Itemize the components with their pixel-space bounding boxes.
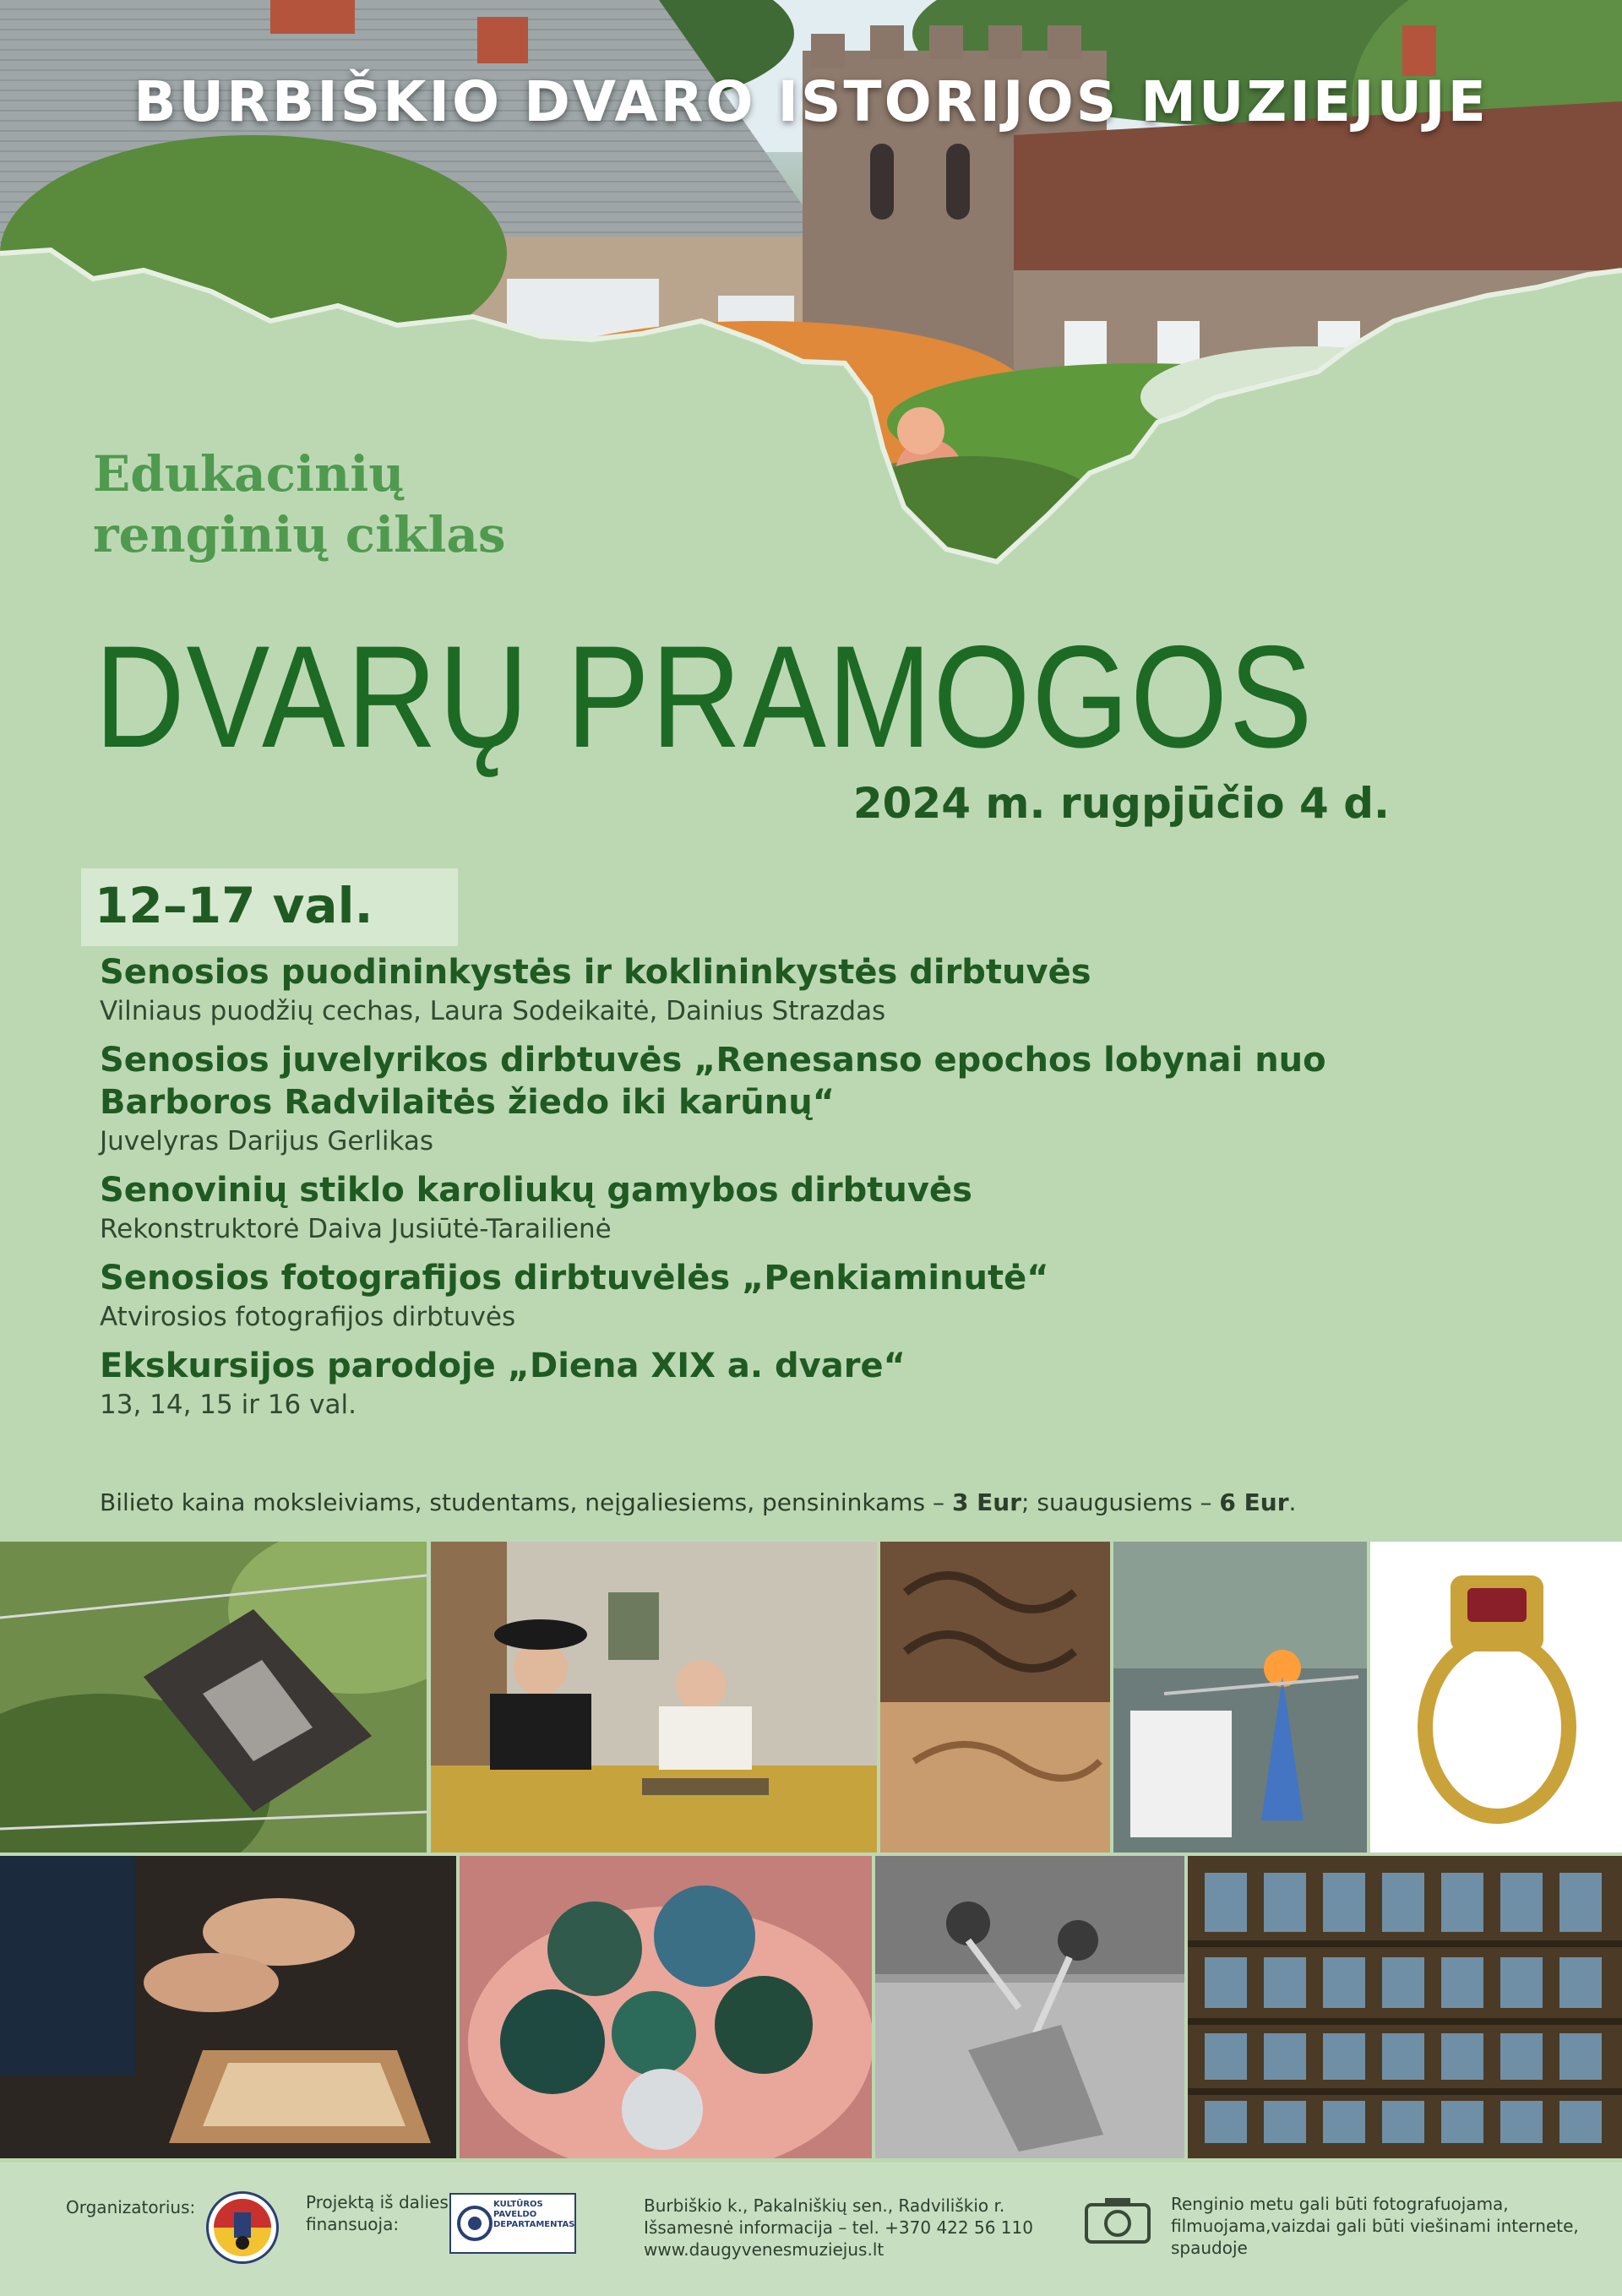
camera-icon — [1083, 2195, 1152, 2245]
ticket-price — [100, 1488, 1570, 1516]
program-item — [100, 1039, 1553, 1159]
recording-notice — [1171, 2193, 1579, 2259]
event-date: 2024 m. rugpjūčio 4 d. — [852, 779, 1390, 828]
program-item — [100, 1257, 1553, 1335]
phone-line: Išsamesnė informacija – tel. +370 422 56 110 — [644, 2217, 1033, 2238]
funding-label — [306, 2191, 449, 2235]
program-item-subtitle: Juvelyras Darijus Gerlikas — [100, 1126, 434, 1156]
photo-pottery-hands — [0, 1856, 456, 2158]
event-title: DVARŲ PRAMOGOS — [95, 616, 1314, 778]
program-item-subtitle: Vilniaus puodžių cechas, Laura Sodeikaitė, Dainius Strazdas — [100, 996, 886, 1026]
photo-carved-wood — [880, 1542, 1110, 1853]
photo-renaissance-ring — [1370, 1542, 1622, 1853]
funder-logo-text: KULTŪROS PAVELDO DEPARTAMENTAS — [493, 2200, 575, 2229]
price-middle: ; suaugusiems – — [1021, 1488, 1212, 1516]
notice-line-3: spaudoje — [1171, 2238, 1248, 2258]
organizer-label: Organizatorius: — [66, 2197, 196, 2217]
series-line-2: renginių ciklas — [93, 506, 506, 563]
website-link[interactable]: www.daugyvenesmuziejus.lt — [644, 2239, 884, 2260]
funding-line-1: Projektą iš dalies — [306, 2192, 449, 2212]
photo-tile-collection — [1188, 1856, 1622, 2158]
museum-emblem-icon — [209, 2194, 276, 2261]
funding-line-2: finansuoja: — [306, 2214, 400, 2234]
price-full: 6 Eur — [1219, 1488, 1289, 1516]
header-title: BURBIŠKIO DVARO ISTORIJOS MUZIEJUJE — [133, 69, 1489, 134]
program-item — [100, 951, 1553, 1029]
program-item-subtitle: Atvirosios fotografijos dirbtuvės — [100, 1302, 516, 1332]
program-list — [100, 951, 1553, 1433]
program-item — [100, 1345, 1553, 1423]
organizer-logo — [206, 2191, 279, 2264]
photo-glass-beads — [460, 1856, 872, 2158]
series-label — [93, 443, 684, 565]
price-prefix: Bilieto kaina moksleiviams, studentams, neįgaliesiems, pensininkams – — [100, 1488, 945, 1516]
program-item-title: Senosios puodininkystės ir koklininkystės dirbtuvės — [100, 953, 1091, 992]
program-item-title: Ekskursijos parodoje „Diena XIX a. dvare“ — [100, 1347, 906, 1385]
program-item — [100, 1169, 1553, 1247]
series-line-1: Edukacinių — [93, 445, 405, 503]
program-item-title: Senosios fotografijos dirbtuvėlės „Penkiaminutė“ — [100, 1259, 1049, 1298]
event-time: 12–17 val. — [95, 877, 373, 934]
program-item-title: Senovinių stiklo karoliukų gamybos dirbtuvės — [100, 1171, 972, 1210]
program-item-title: Senosios juvelyrikos dirbtuvės „Renesanso epochos lobynai nuo Barboros Radvilaitės žiedo iki karūnų“ — [100, 1041, 1326, 1122]
price-reduced: 3 Eur — [951, 1488, 1022, 1516]
contact-info — [644, 2195, 1033, 2261]
notice-line-1: Renginio metu gali būti fotografuojama, — [1171, 2194, 1509, 2214]
program-item-subtitle: 13, 14, 15 ir 16 val. — [100, 1390, 357, 1420]
program-item-subtitle: Rekonstruktorė Daiva Jusiūtė-Tarailienė — [100, 1214, 612, 1244]
photo-glass-torch — [1113, 1542, 1367, 1853]
photo-costumed-hosts — [431, 1542, 877, 1853]
price-suffix: . — [1288, 1488, 1297, 1516]
photo-hanging-print — [0, 1542, 427, 1853]
notice-line-2: filmuojama,vaizdai gali būti viešinami internete, — [1171, 2216, 1579, 2236]
heritage-department-icon — [456, 2205, 493, 2242]
photo-jeweller-tools — [875, 1856, 1184, 2158]
address-line: Burbiškio k., Pakalniškių sen., Radviliškio r. — [644, 2195, 1005, 2216]
